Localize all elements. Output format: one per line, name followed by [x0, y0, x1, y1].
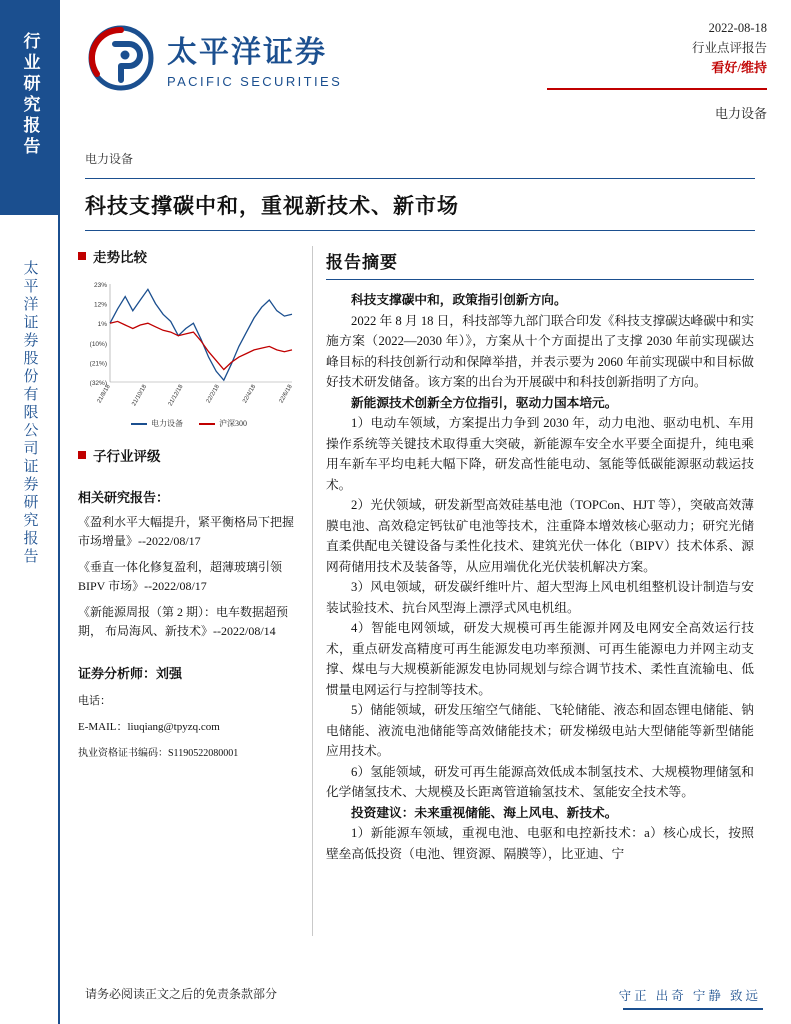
legend-swatch-1: [199, 423, 215, 425]
analyst-name: 证券分析师：刘强: [78, 666, 183, 681]
abstract-paragraph: 3）风电领域，研发碳纤维叶片、超大型海上风电机组整机设计制造与安装试验技术、抗台风型海上漂浮式风电机组。: [326, 580, 754, 615]
svg-text:21/12/18: 21/12/18: [167, 384, 185, 408]
abstract-paragraph: 6）氢能领域，研发可再生能源高效低成本制氢技术、大规模物理储氢和化学储氢技术、大规模及长距离管道输氢技术、氢能安全技术等。: [326, 764, 754, 799]
abstract-paragraph: 2）光伏领域，研发新型高效硅基电池（TOPCon、HJT 等），突破高效薄膜电池、高效稳定钙钛矿电池等技术，注重降本增效核心驱动力；研究光储直柔供配电关键设备与柔性化技术、建筑光伏一体化（BIPV）技术体系、源网荷储用技术及装备等，从应用端优化光伏装机解决方案。: [326, 498, 754, 574]
sidebar-band-sub-box: [0, 260, 60, 780]
legend-item-0: [131, 418, 183, 429]
header-rule: [547, 88, 767, 90]
brand-name-cn: 太平洋证券: [167, 36, 327, 69]
svg-text:(32%): (32%): [89, 380, 107, 387]
analyst-phone: 电话：: [78, 695, 111, 707]
trend-heading-label: 走势比较: [93, 250, 147, 265]
footer-disclaimer: 请务必阅读正文之后的免责条款部分: [85, 987, 278, 1001]
analyst-license: 执业资格证书编码：S1190522080001: [78, 748, 239, 759]
sidebar-band-title-box: [0, 0, 60, 215]
report-date: 2022-08-18: [708, 21, 767, 35]
related-report-item[interactable]: 《新能源周报（第 2 期）：电车数据超预期， 布局海风、新技术》--2022/08/14: [78, 605, 289, 638]
svg-text:12%: 12%: [93, 301, 107, 309]
trend-chart: [78, 274, 300, 414]
chart-legend: [78, 418, 300, 429]
trend-section-heading: [78, 246, 300, 266]
header-meta: [547, 18, 767, 78]
sidebar-divider: [58, 0, 60, 1024]
legend-item-1: [199, 418, 247, 429]
pacific-logo-icon: [85, 22, 157, 94]
svg-text:(21%): (21%): [89, 360, 107, 368]
svg-text:22/4/18: 22/4/18: [242, 384, 258, 405]
header-industry: 电力设备: [714, 106, 767, 121]
analyst-email[interactable]: E-MAIL：liuqiang@tpyzq.com: [78, 721, 220, 733]
related-reports-title: 相关研究报告：: [78, 490, 170, 505]
svg-text:21/10/18: 21/10/18: [131, 384, 149, 408]
subindustry-section-heading: [78, 445, 300, 465]
abstract-paragraph: 2022 年 8 月 18 日，科技部等九部门联合印发《科技支撑碳达峰碳中和实施方案（2022—2030 年）》，方案从十个方面提出了支撑 2030 年前实现碳达峰目标的科技创新行动和保障举措，并表示要为 2060 年前实现碳中和目标做好技术研发储备。该方案的出台为开展碳中和科技创新指明了方向。: [326, 313, 754, 389]
breadcrumb: 电力设备: [85, 152, 134, 166]
footer-rule: [623, 1008, 763, 1010]
legend-swatch-0: [131, 423, 147, 425]
left-sidebar-band: [0, 0, 60, 1024]
abstract-paragraph: 5）储能领域，研发压缩空气储能、飞轮储能、液态和固态锂电储能、钠电储能、液流电池储能等高效储能技术；研发梯级电站大型储能等新型储能应用技术。: [326, 703, 754, 758]
brand-name-en: PACIFIC SECURITIES: [167, 74, 343, 89]
column-divider: [312, 246, 313, 936]
abstract-paragraph: 新能源技术创新全方位指引，驱动力国本培元。: [351, 395, 618, 410]
svg-text:1%: 1%: [97, 321, 107, 329]
footer-motto: 守正 出奇 宁静 致远: [618, 989, 761, 1003]
abstract-paragraph: 科技支撑碳中和，政策指引创新方向。: [351, 293, 567, 307]
document-header: [60, 0, 791, 130]
abstract-rule: [326, 279, 754, 280]
legend-label-0: 电力设备: [151, 419, 183, 428]
legend-label-1: 沪深300: [219, 419, 247, 428]
abstract-paragraph: 1）新能源车领域，重视电池、电驱和电控新技术：a）核心成长，按照壁垒高低投资（电池、锂资源、隔膜等），比亚迪、宁: [326, 826, 754, 861]
bullet-square-icon-2: [78, 451, 86, 459]
svg-text:22/6/18: 22/6/18: [278, 384, 294, 405]
abstract-paragraph: 投资建议：未来重视储能、海上风电、新技术。: [351, 805, 618, 820]
title-rule-top: [85, 178, 755, 179]
abstract-paragraph: 1）电动车领域，方案提出力争到 2030 年，动力电池、驱动电机、车用操作系统等关键技术取得重大突破，新能源车安全水平要全面提升，纯电乘用车新车平均电耗大幅下降，研发高性能电动、氢能等低碳能源驱动载运技术。: [326, 416, 754, 492]
right-column: [326, 248, 754, 864]
report-type: 行业点评报告: [691, 41, 767, 55]
subindustry-heading-label: 子行业评级: [93, 449, 161, 464]
svg-text:21/8/18: 21/8/18: [96, 384, 112, 405]
title-rule-bottom: [85, 230, 755, 231]
sidebar-band-subtitle: 太平洋证券股份有限公司证券研究报告: [21, 260, 38, 566]
sidebar-band-title: 行业研究报告: [20, 32, 40, 158]
page-title: 科技支撑碳中和，重视新技术、新市场: [85, 194, 459, 218]
rating-badge: 看好/维持: [711, 60, 767, 75]
header-industry-box: [547, 96, 767, 124]
related-report-item[interactable]: 《盈利水平大幅提升，紧平衡格局下把握市场增量》--2022/08/17: [78, 515, 295, 548]
svg-text:(10%): (10%): [89, 340, 107, 348]
svg-text:22/2/18: 22/2/18: [205, 384, 221, 405]
left-column: [78, 246, 300, 759]
bullet-square-icon: [78, 252, 86, 260]
abstract-paragraph: 4）智能电网领域，研发大规模可再生能源并网及电网安全高效运行技术，重点研发高精度可再生能源发电功率预测、可再生能源电力并网主动支撑、煤电与大规模新能源发电协同规划与综合调节技术、柔性直流输电、低惯量电网运行与控制等技术。: [326, 621, 754, 697]
abstract-body: [326, 290, 754, 864]
svg-text:23%: 23%: [93, 282, 107, 289]
brand-logo: [85, 22, 342, 94]
related-report-item[interactable]: 《垂直一体化修复盈利，超薄玻璃引领 BIPV 市场》--2022/08/17: [78, 560, 283, 593]
abstract-heading: 报告摘要: [326, 253, 398, 272]
